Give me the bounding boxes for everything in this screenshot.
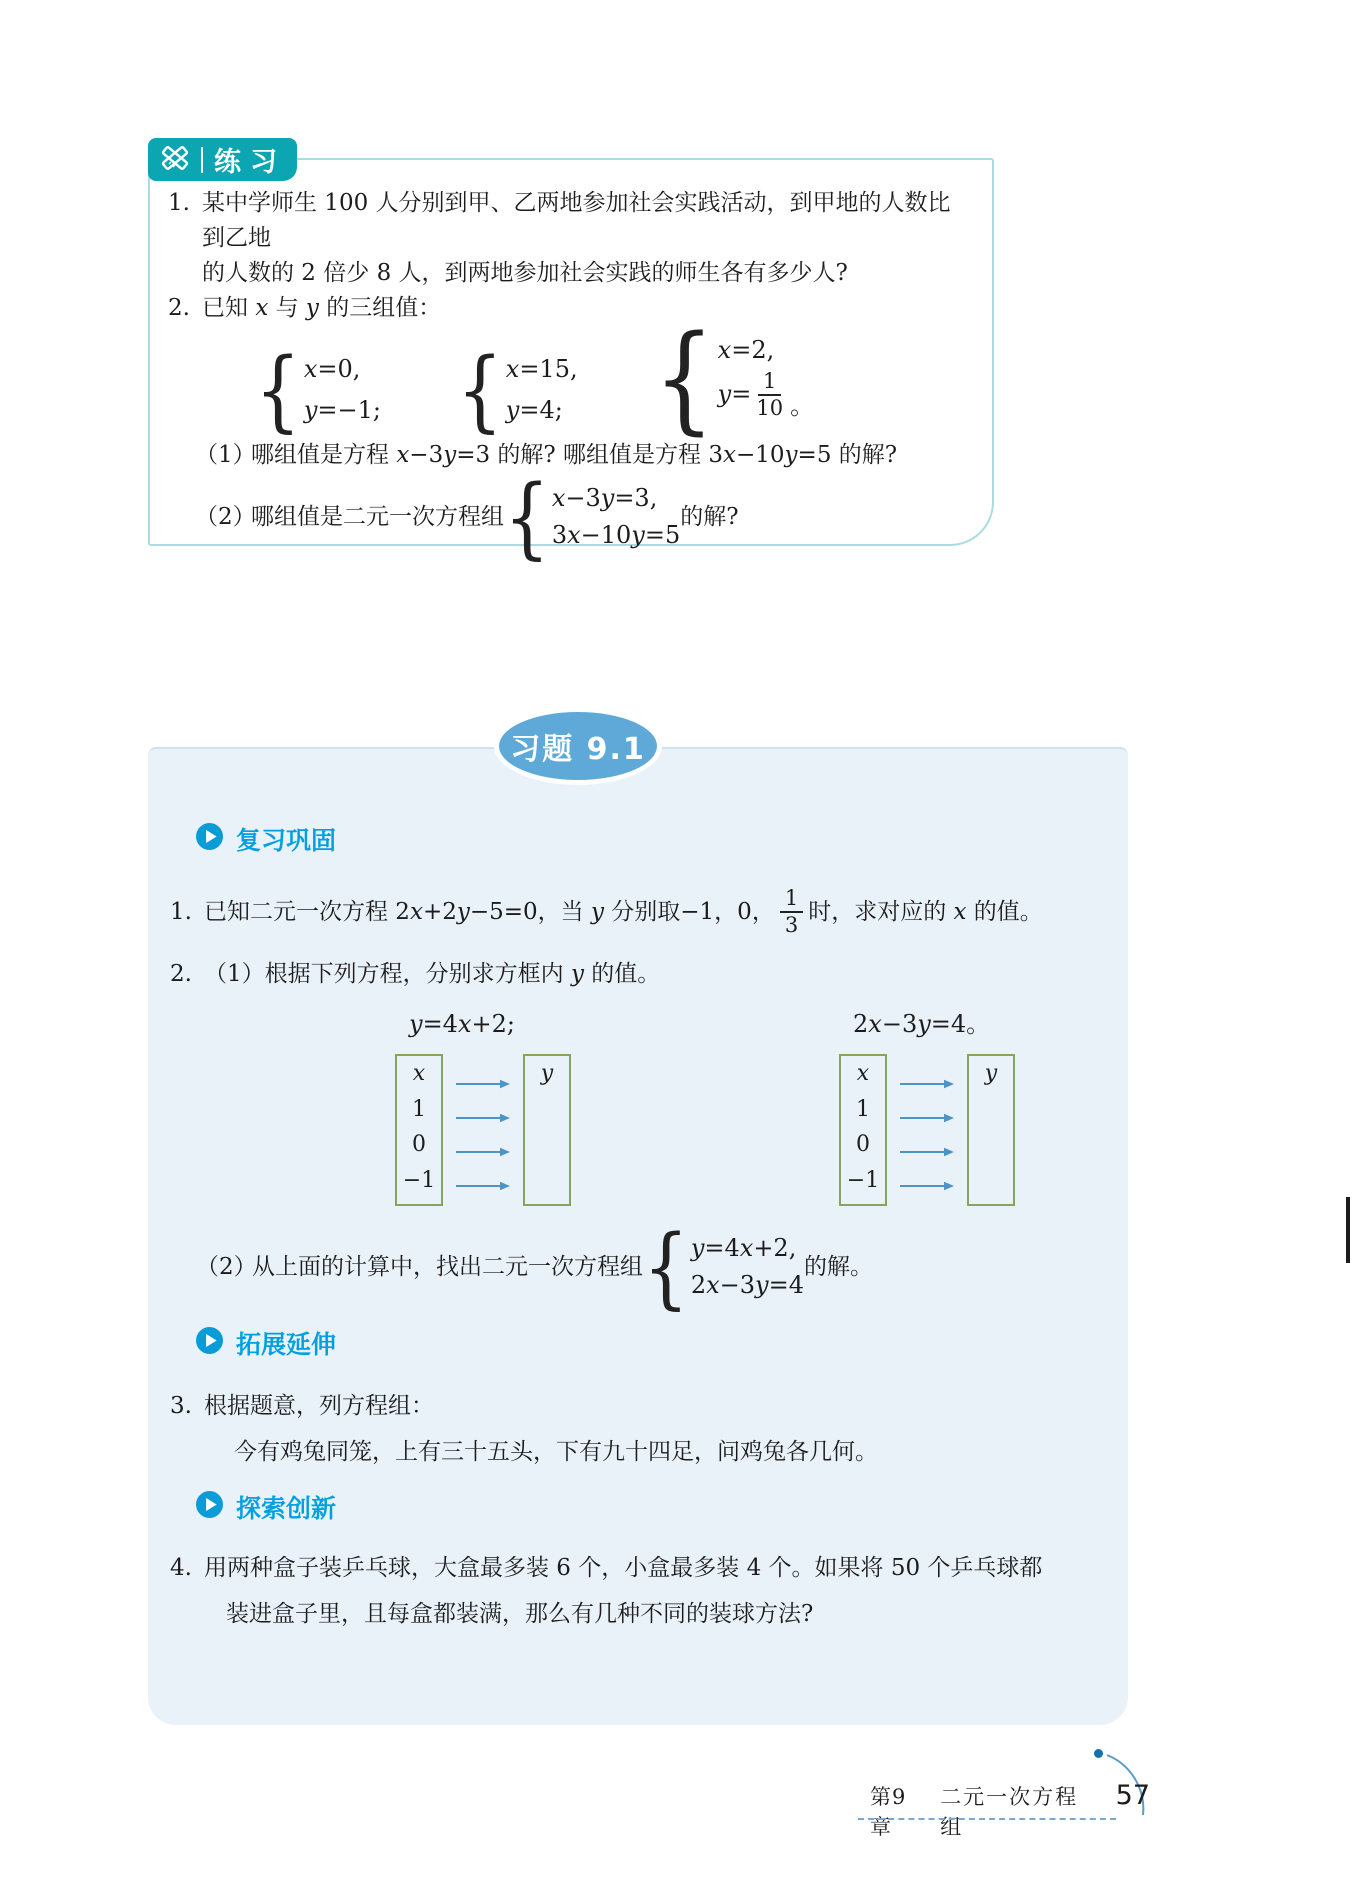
play-icon	[196, 1491, 223, 1527]
x-value: −1	[846, 1167, 880, 1193]
fraction-numerator: 1	[780, 887, 803, 913]
fraction-numerator: 1	[758, 370, 781, 396]
section-header-label: 探索创新	[236, 1494, 337, 1523]
part-label: （2）	[196, 1254, 257, 1280]
mapping-diagram-2	[839, 1007, 1015, 1219]
footer-chapter: 第9章	[870, 1785, 907, 1839]
value-systems-row	[255, 309, 964, 447]
arrow-icon	[456, 1134, 510, 1168]
practice-q2-part2	[168, 465, 964, 569]
part-text: 哪组值是二元一次方程组	[251, 503, 504, 530]
equation-prefix: y=	[717, 380, 752, 408]
x-value: 0	[856, 1132, 870, 1158]
exercise-question-2-part2	[196, 1215, 1102, 1319]
equation: y=−1;	[303, 396, 381, 424]
exercise-question-2-part1	[170, 957, 1102, 991]
part-text: 的解。	[803, 1254, 873, 1280]
footer-dashed-line	[858, 1818, 1116, 1820]
part-text: 的解?	[680, 503, 739, 530]
practice-title: 练习	[214, 147, 286, 178]
x-values-box	[839, 1054, 887, 1206]
exercise-badge-label: 习题 9.1	[510, 732, 646, 767]
question-text-line: 某中学师生 100 人分别到甲、乙两地参加社会实践活动，到甲地的人数比到乙地	[202, 190, 951, 251]
equation: y=4x+2,	[690, 1234, 797, 1262]
section-header-extend	[196, 1327, 1102, 1363]
arrow-icon	[456, 1066, 510, 1100]
x-value: 1	[412, 1096, 426, 1122]
footer-chapter-title: 二元一次方程组	[940, 1785, 1079, 1839]
arrows-column	[900, 1054, 954, 1219]
mapping-diagrams-area	[170, 1007, 1102, 1205]
equation	[718, 370, 814, 420]
y-header: y	[540, 1061, 554, 1086]
page-number: 57	[1115, 1780, 1150, 1811]
brace-glyph: {	[653, 309, 715, 447]
x-header: x	[412, 1061, 426, 1086]
brace-glyph: {	[255, 338, 301, 442]
practice-section	[148, 147, 994, 569]
part-text: 哪组值是方程 x−3y=3 的解? 哪组值是方程 3x−10y=5 的解?	[251, 442, 898, 468]
value-system-2	[456, 338, 578, 442]
question-text-line: 已知 x 与 y 的三组值：	[202, 295, 442, 321]
diagram-equation: 2x−3y=4。	[853, 1010, 991, 1038]
x-value: 1	[856, 1096, 870, 1122]
question-number: 1.	[168, 190, 190, 216]
equation: x=2,	[717, 335, 775, 364]
question-number: 2.	[168, 295, 190, 321]
equation: x−3y=3,	[551, 484, 658, 512]
exercise-section-badge	[494, 707, 662, 785]
y-values-box	[523, 1054, 571, 1206]
question-number: 3.	[170, 1393, 192, 1419]
equation-suffix: 。	[790, 391, 815, 420]
arrow-icon	[900, 1134, 954, 1168]
exercise-question-4	[170, 1551, 1102, 1585]
arrows-column	[456, 1054, 510, 1219]
practice-q2-part1	[168, 438, 964, 473]
fraction	[780, 887, 803, 937]
equation: 3x−10y=5	[551, 521, 681, 549]
exercise-question-1	[170, 887, 1102, 937]
brace-glyph: {	[643, 1215, 689, 1319]
question-text: 根据题意，列方程组：	[204, 1393, 434, 1419]
practice-question-2	[168, 291, 964, 326]
mapping-diagram-1	[395, 1007, 571, 1219]
part-label: （2）	[195, 503, 256, 530]
x-header: x	[856, 1061, 870, 1086]
question-text-line: 的人数的 2 倍少 8 人，到两地参加社会实践的师生各有多少人?	[202, 260, 848, 286]
exercise-question-3-body: 今有鸡兔同笼，上有三十五头，下有九十四足，问鸡兔各几何。	[234, 1439, 878, 1465]
practice-badge	[148, 138, 297, 181]
page-footer	[858, 1744, 1150, 1839]
fraction-denominator: 3	[784, 913, 799, 937]
question-number: 2.	[170, 961, 192, 987]
x-value: −1	[402, 1167, 436, 1193]
exercise-question-3	[170, 1389, 1102, 1423]
equation: x=0,	[303, 355, 361, 383]
question-text-line: 装进盒子里，且每盒都装满，那么有几种不同的装球方法?	[226, 1601, 814, 1627]
question-text: 已知二元一次方程 2x+2y−5=0，当 y 分别取−1，0，	[204, 899, 775, 925]
section-header-label: 复习巩固	[236, 826, 337, 855]
fraction	[756, 370, 783, 420]
equation: 2x−3y=4	[690, 1271, 804, 1299]
arrow-icon	[900, 1100, 954, 1134]
y-header: y	[984, 1061, 998, 1086]
x-values-box	[395, 1054, 443, 1206]
footer-dot-icon	[1094, 1749, 1103, 1758]
part-label: （1）	[195, 442, 256, 468]
value-system-1	[255, 338, 381, 442]
question-text: （1）根据下列方程，分别求方框内 y 的值。	[204, 961, 661, 987]
practice-question-1	[168, 186, 964, 291]
arrow-icon	[900, 1168, 954, 1202]
section-header-explore	[196, 1491, 1102, 1527]
question-text: 时，求对应的 x 的值。	[808, 899, 1043, 925]
value-system-3	[653, 309, 815, 447]
practice-content	[150, 160, 992, 569]
arrow-icon	[456, 1168, 510, 1202]
equation: y=4;	[505, 396, 563, 424]
play-icon	[196, 1327, 223, 1363]
question-text-line: 用两种盒子装乒乓球，大盒最多装 6 个，小盒最多装 4 个。如果将 50 个乒乓球都	[204, 1555, 1043, 1581]
ruler-pencil-icon	[160, 143, 190, 177]
brace-glyph: {	[504, 465, 550, 569]
question-number: 4.	[170, 1555, 192, 1581]
exercise-section	[148, 747, 1128, 1725]
section-header-label: 拓展延伸	[236, 1330, 337, 1359]
fraction-denominator: 10	[756, 395, 784, 420]
diagram-equation: y=4x+2;	[409, 1010, 515, 1038]
brace-glyph: {	[456, 338, 503, 442]
equation: x=15,	[505, 355, 578, 383]
arrow-icon	[900, 1066, 954, 1100]
badge-divider	[201, 147, 203, 173]
y-values-box	[967, 1054, 1015, 1206]
question-number: 1.	[170, 899, 192, 925]
arrow-icon	[456, 1100, 510, 1134]
section-header-review	[196, 823, 1102, 859]
page-edge-mark	[1346, 1197, 1350, 1263]
part-text: 从上面的计算中，找出二元一次方程组	[252, 1254, 643, 1280]
play-icon	[196, 823, 223, 859]
x-value: 0	[412, 1132, 426, 1158]
